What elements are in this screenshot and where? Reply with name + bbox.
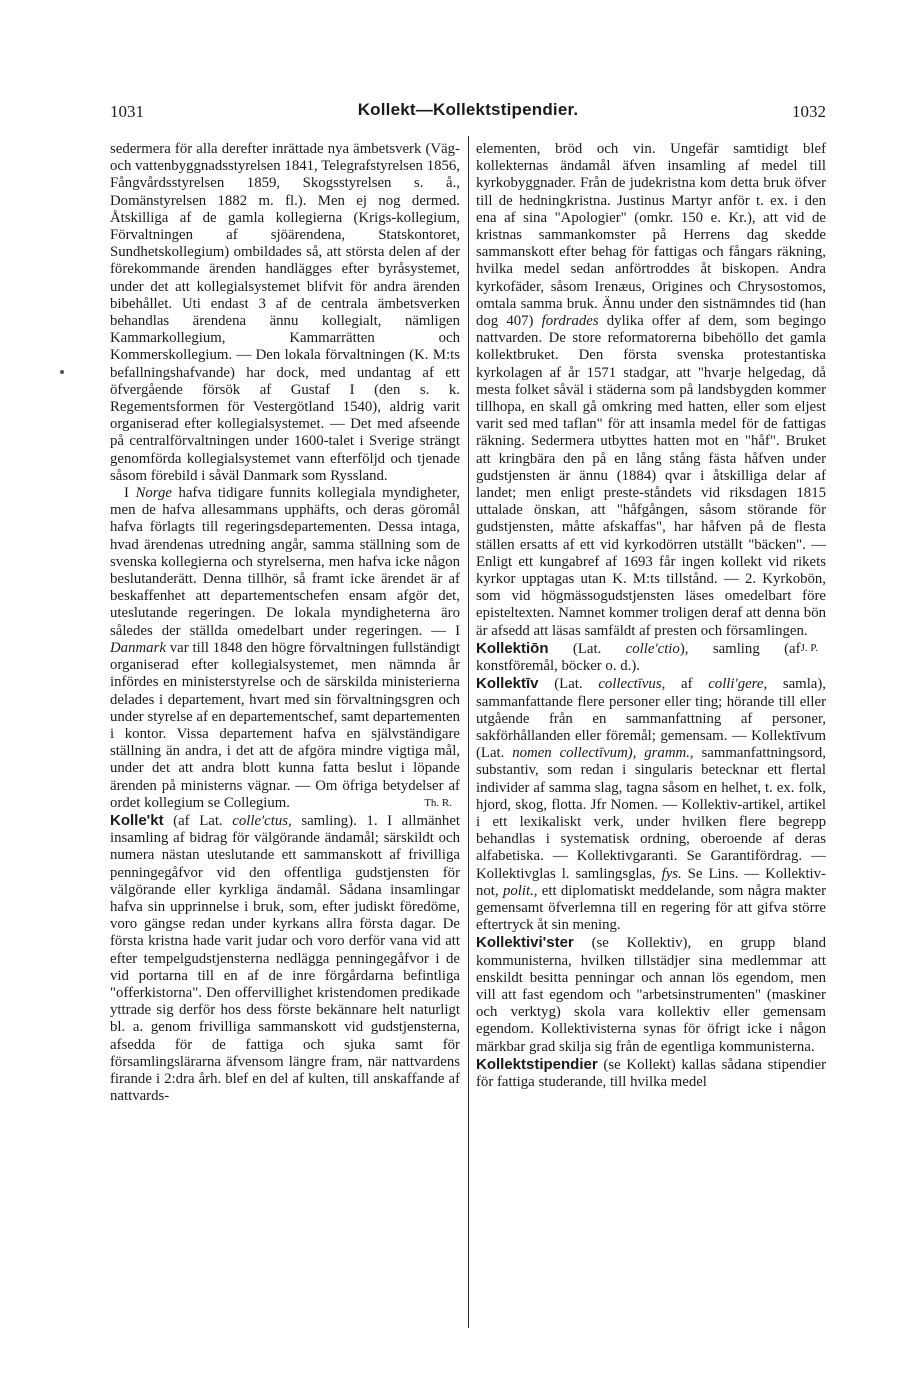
entry-kollektstipendier bbox=[476, 1056, 826, 1091]
running-title: Kollekt—Kollektstipendier. bbox=[357, 100, 579, 119]
text-run: (se Kollekt) kallas sådana stipendier för fattiga studerande, till hvilka medel bbox=[476, 1056, 826, 1090]
text-run: samling). 1. I allmänhet insamling af bidrag för välgörande ändamål; särskildt och numera nästan uteslutande ett sammanskott af frivilliga penningegåfvor vid den offentliga gudstjensten för välgörande eller kyrkliga ändamål. Sådana insamlingar hafva sin upprinnelse i bruk, som, efter judiskt föredöme, voro gängse redan under kyrkans allra första dagar. De första kristna hade varit judar och voro derför vana vid att efter tempelgudstjensterna nedlägga penningegåfvor i de vid portarna till en af de inre förgårdarna befintliga "offerkistorna". Den offervillighet kristendomen predikade yttrade sig derför hos dess förste bekännare helt naturligt bl. a. genom frivilliga sammanskott vid gudstjensterna, afsedda för de fattiga och sjuka samt för församlingslärarna äfvensom längre fram, när nattvardens firande i 2:dra årh. blef en del af kulten, till anskaffande af nattvards- bbox=[110, 812, 460, 1105]
entry-kollektiv bbox=[476, 675, 826, 934]
page-number-right: 1032 bbox=[792, 102, 826, 121]
paragraph-norge-danmark bbox=[110, 485, 460, 812]
text-run: ett diplomatiskt meddelande, som några makter gemensamt öfverlemna till en regering för att gifva större eftertryck åt sin mening. bbox=[476, 882, 826, 934]
text-run: hafva tidigare funnits kollegiala myndigheter, men de hafva allesammans upphäfts, och deras göromål hafva förlagts till regeringsdepartementen. Dessa intaga, hvad ärendenas utredning angår, samma ställning som de svenska kollegierna och styrelserna, men hafva icke någon beslutanderätt. Denna tillhör, så framt icke ärendet är af beskaffenhet att departementschefen ensam afgör det, uteslutande regeringen. De lokala myndigheterna äro således der ställda omedelbart under regeringen. — I bbox=[110, 485, 460, 639]
page-header bbox=[110, 96, 826, 126]
headword-kollekt: Kolle'kt bbox=[110, 811, 164, 829]
text-run: elementen, bröd och vin. Ungefär samtidigt blef kollekternas ändamål äfven insamling af medel till kyrkobyggnader. Från de judekristna kom detta bruk öfver till de hedningkristna. Justinus Martyr anför t. ex. i den ena af sina "Apologier" (omkr. 150 e. Kr.), att vid de kristnas sammankomster på Herrens dag skedde sammanskott efter behag för fattigas och fångars räkning, hvilka medel sedan anförtroddes åt biskopen. Andra kyrkofäder, såsom Irenæus, Origines och Chrysostomos, omtala samma bruk. Ännu under den sistnämndes tid (han dog 407) bbox=[476, 141, 826, 330]
headword-kollektion: Kollektiōn bbox=[476, 639, 549, 657]
entry-kollekt bbox=[110, 812, 460, 1105]
text-run: (af Lat. bbox=[163, 812, 233, 829]
text-run: var till 1848 den högre förvaltningen fullständigt organiserad efter kollegialsystemet, men nämnda år infördes en ministerstyrelse och de särskilda ministerierna delades i departement, hvart med sin förvaltningsgren och under styrelse af en departementschef, samt departementen i kontor. Vissa departement hafva en självständigare ställning än andra, i det att de afgöra mindre vigtiga mål, under det att andra blott kunna fatta beslut i löpande ärenden på ministerns vägnar. — Om öfriga betydelser af ordet kollegium se Collegium. bbox=[110, 639, 460, 811]
left-column bbox=[110, 141, 460, 1105]
italic-fordrades: fordrades bbox=[541, 313, 599, 330]
text-run: af bbox=[665, 676, 709, 693]
entry-kollektivister bbox=[476, 934, 826, 1055]
text-run: I bbox=[124, 485, 136, 502]
text-run: sammanfattningsord, substantiv, som redan i singularis betecknar ett flertal individer af samma slag, tagna såsom en helhet, t. ex. folk, hjord, skog, flotta. Jfr Nomen. — Kollektiv-artikel, artikel i ett lexikaliskt verk, under hvilken flere begrepp behandlas i systematisk ordning, oberoende af deras alfabetiska. — Kollektivgaranti. Se Garantifördrag. — Kollektivglas l. samlingsglas, bbox=[476, 745, 827, 882]
italic-latin: collectīvus, bbox=[598, 676, 666, 693]
headword-kollektstipendier: Kollektstipendier bbox=[476, 1055, 598, 1073]
italic-latin: colle'ctio bbox=[625, 640, 680, 657]
italic-latin: colli'gere, bbox=[708, 676, 768, 693]
text-run: samla), sammanfattande flere personer eller ting; hörande till eller utgående från en sammanfattning af personer, sakförhållanden eller föremål; gemensam. — Kollektīvum (Lat. bbox=[476, 676, 826, 762]
italic-norge: Norge bbox=[135, 485, 172, 502]
italic-latin: colle'ctus, bbox=[232, 812, 292, 829]
entry-kollektion bbox=[476, 640, 826, 675]
headword-kollektivister: Kollektivi'ster bbox=[476, 934, 574, 952]
text-run: Se Lins. — Kollektiv-not, bbox=[476, 865, 826, 899]
text-run: (Lat. bbox=[538, 676, 599, 693]
author-signature: Th. R. bbox=[424, 796, 452, 809]
author-signature: J. P. bbox=[800, 641, 818, 654]
text-run: ), samling (af konstföremål, böcker o. d.). bbox=[476, 640, 801, 675]
text-run: (se Kollektiv), en grupp bland kommunisterna, hvilken tillstädjer sina medlemmar att enskildt besitta penningar och annan lös egendom, men vill att fast egendom och "arbetsinstrumenten" (maskiner och verktyg) skola vara kollektiv eller gemensam egendom. Kollektivisterna synas för öfrigt icke i någon märkbar grad skilja sig från de egentliga kommunisterna. bbox=[476, 935, 826, 1055]
margin-mark bbox=[60, 370, 64, 374]
italic-abbrev: fys. bbox=[661, 865, 682, 882]
text-run: dylika offer af dem, som begingo nattvarden. De store reformatorerna bibehöllo det gamla kollektbruket. Den första svenska protestantiska kyrkolagen af år 1571 stadgar, att "hvarje helgedag, då mesta folket såväl i städerna som på landsbygden kommer tillhopa, en skall gå omkring med hatten, eller som eljest varit sed med taflan" för att insamla medel för de fattigas räkning. Sedermera utbyttes hatten mot en "håf". Bruket att kringbära den på en lång stång fästa håfven under gudstjensten är ännu (1884) qvar i åtskilliga delar af landet; men enligt preste-ståndets vid riksdagen 1815 uttalade önskan, att "håfgången, såsom störande för gudstjensten, måtte afskaffas", har håfven på de flesta ställen ersatts af ett vid kyrkodörren utställt "bäcken". — Enligt ett kungabref af 1693 får ingen kollekt vid rikets kyrkor upptagas utan K. M:ts tillstånd. — 2. Kyrkobön, som vid högmässogudstjensten läses omedelbart före episteltexten. Namnet kommer troligen deraf att denna bön är afsedd att läsas samfäldt af presten och församlingen. bbox=[476, 313, 827, 639]
italic-danmark: Danmark bbox=[110, 639, 166, 656]
right-column bbox=[476, 141, 826, 1091]
headword-kollektiv: Kollektīv bbox=[476, 675, 539, 693]
italic-latin: nomen collectīvum), gramm., bbox=[512, 745, 694, 762]
text-run: (Lat. bbox=[548, 640, 626, 657]
page-number-left: 1031 bbox=[110, 102, 144, 121]
column-divider bbox=[468, 136, 469, 1328]
paragraph-kollegium-continued: sedermera för alla derefter inrättade nya ämbetsverk (Väg- och vattenbyggnadsstyrelsen 1841, Telegrafstyrelsen 1856, Fångvårdsstyrelsen 1859, Skogsstyrelsen s. å., Domänstyrelsen 1882 m. fl.). Men ej nog dermed. Åtskilliga af de gamla kollegierna (Krigs-kollegium, Förvaltningen af sjöärendena, Statskontoret, Sundhetskollegium) ombildades så, att största delen af der förekommande ärenden handlägges efter byråsystemet, under det att kollegialsystemet blifvit för andra ärenden bibehållet. Uti endast 3 af de centrala ämbetsverken behandlas ärendena ännu kollegialt, nämligen Kammarkollegium, Kammarrätten och Kommerskollegium. — Den lokala förvaltningen (K. M:ts befallningshafvande) har dock, med undantag af ett öfvergående försök af Gustaf I (den s. k. Regementsformen för Vestergötland 1540), aldrig varit organiserad efter kollegialsystemet. — Det med afseende på centralförvaltningen under 1600-talet i Sverige strängt genomförda kollegialsystemet vann efterföljd och tjenade såsom förebild i såväl Danmark som Ryssland. bbox=[110, 141, 460, 484]
italic-abbrev: polit., bbox=[502, 882, 538, 899]
